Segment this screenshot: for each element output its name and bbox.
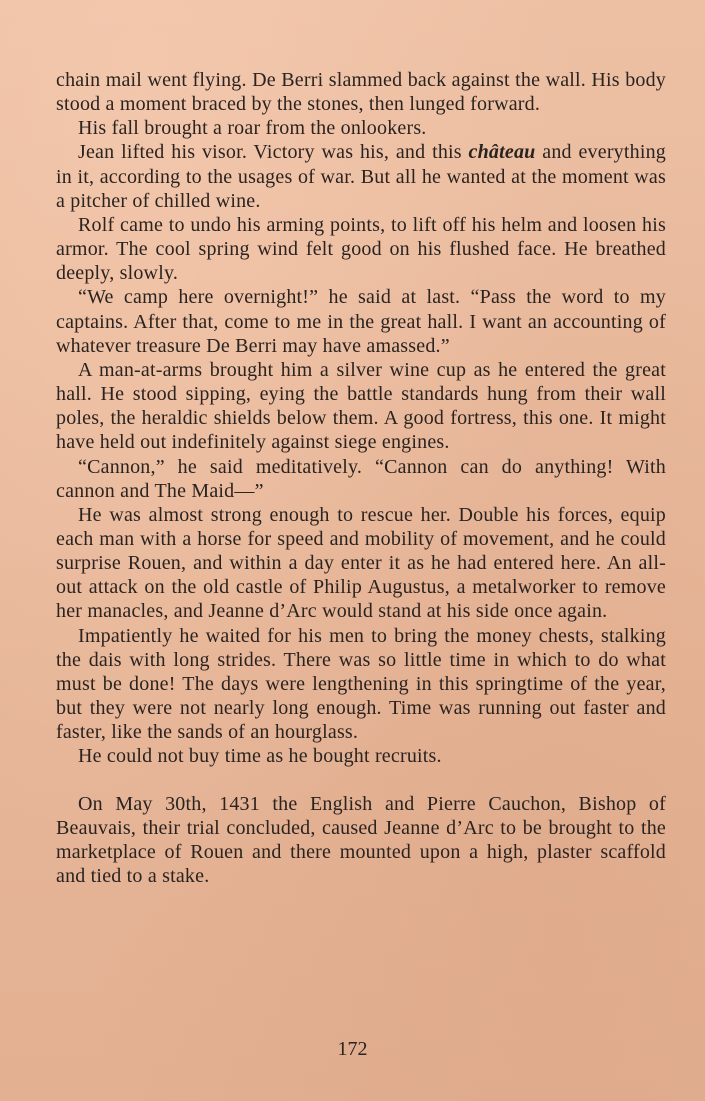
page-number: 172 <box>337 1038 368 1060</box>
paragraph: Impatiently he waited for his men to bring the money chests, stalking the dais with long strides. There was so little time in which to do what must be done! The days were lengthening in this springtime of the year, but they were not nearly long enough. Time was running out faster and faster, like the sands of an hourglass. <box>56 624 666 744</box>
emphasized-word: château <box>468 141 536 164</box>
paragraph-continuation: chain mail went flying. De Berri slammed back against the wall. His body stood a moment braced by the stones, then lunged forward. <box>56 69 666 116</box>
section-break <box>56 769 666 792</box>
paragraph: Rolf came to undo his arming points, to lift off his helm and loosen his armor. The cool spring wind felt good on his flushed face. He breathed deeply, slowly. <box>56 213 666 285</box>
paragraph-text-after-emphasis: and everything in it, according to the usages of war. But all he wanted at the moment was a pitcher of chilled wine. <box>56 141 666 212</box>
paragraph: He was almost strong enough to rescue her. Double his forces, equip each man with a horse for speed and mobility of movement, and he could surprise Rouen, and within a day enter it as he had entered here. An all-out attack on the old castle of Philip Augustus, a metalworker to remove her manacles, and Jeanne d’Arc would stand at his side once again. <box>56 503 666 623</box>
paragraph: On May 30th, 1431 the English and Pierre Cauchon, Bishop of Beauvais, their trial concluded, caused Jeanne d’Arc to be brought to the marketplace of Rouen and there mounted upon a high, plaster scaffold and tied to a stake. <box>56 792 666 887</box>
paragraph: He could not buy time as he bought recruits. <box>78 745 442 768</box>
paragraph: “We camp here overnight!” he said at last. “Pass the word to my captains. After that, come to me in the great hall. I want an accounting of whatever treasure De Berri may have amassed.” <box>56 286 666 357</box>
paragraph: His fall brought a roar from the onlookers. <box>78 117 427 140</box>
paragraph-with-emphasis <box>56 140 666 212</box>
paragraph: “Cannon,” he said meditatively. “Cannon can do anything! With cannon and The Maid—” <box>56 455 666 502</box>
paragraph-text-before-emphasis: Jean lifted his visor. Victory was his, and this <box>78 141 469 164</box>
paragraph: A man-at-arms brought him a silver wine cup as he entered the great hall. He stood sipping, eying the battle standards hung from their wall poles, the heraldic shields below them. A good fortress, this one. It might have held out indefinitely against siege engines. <box>56 358 666 454</box>
body-text <box>56 68 666 888</box>
